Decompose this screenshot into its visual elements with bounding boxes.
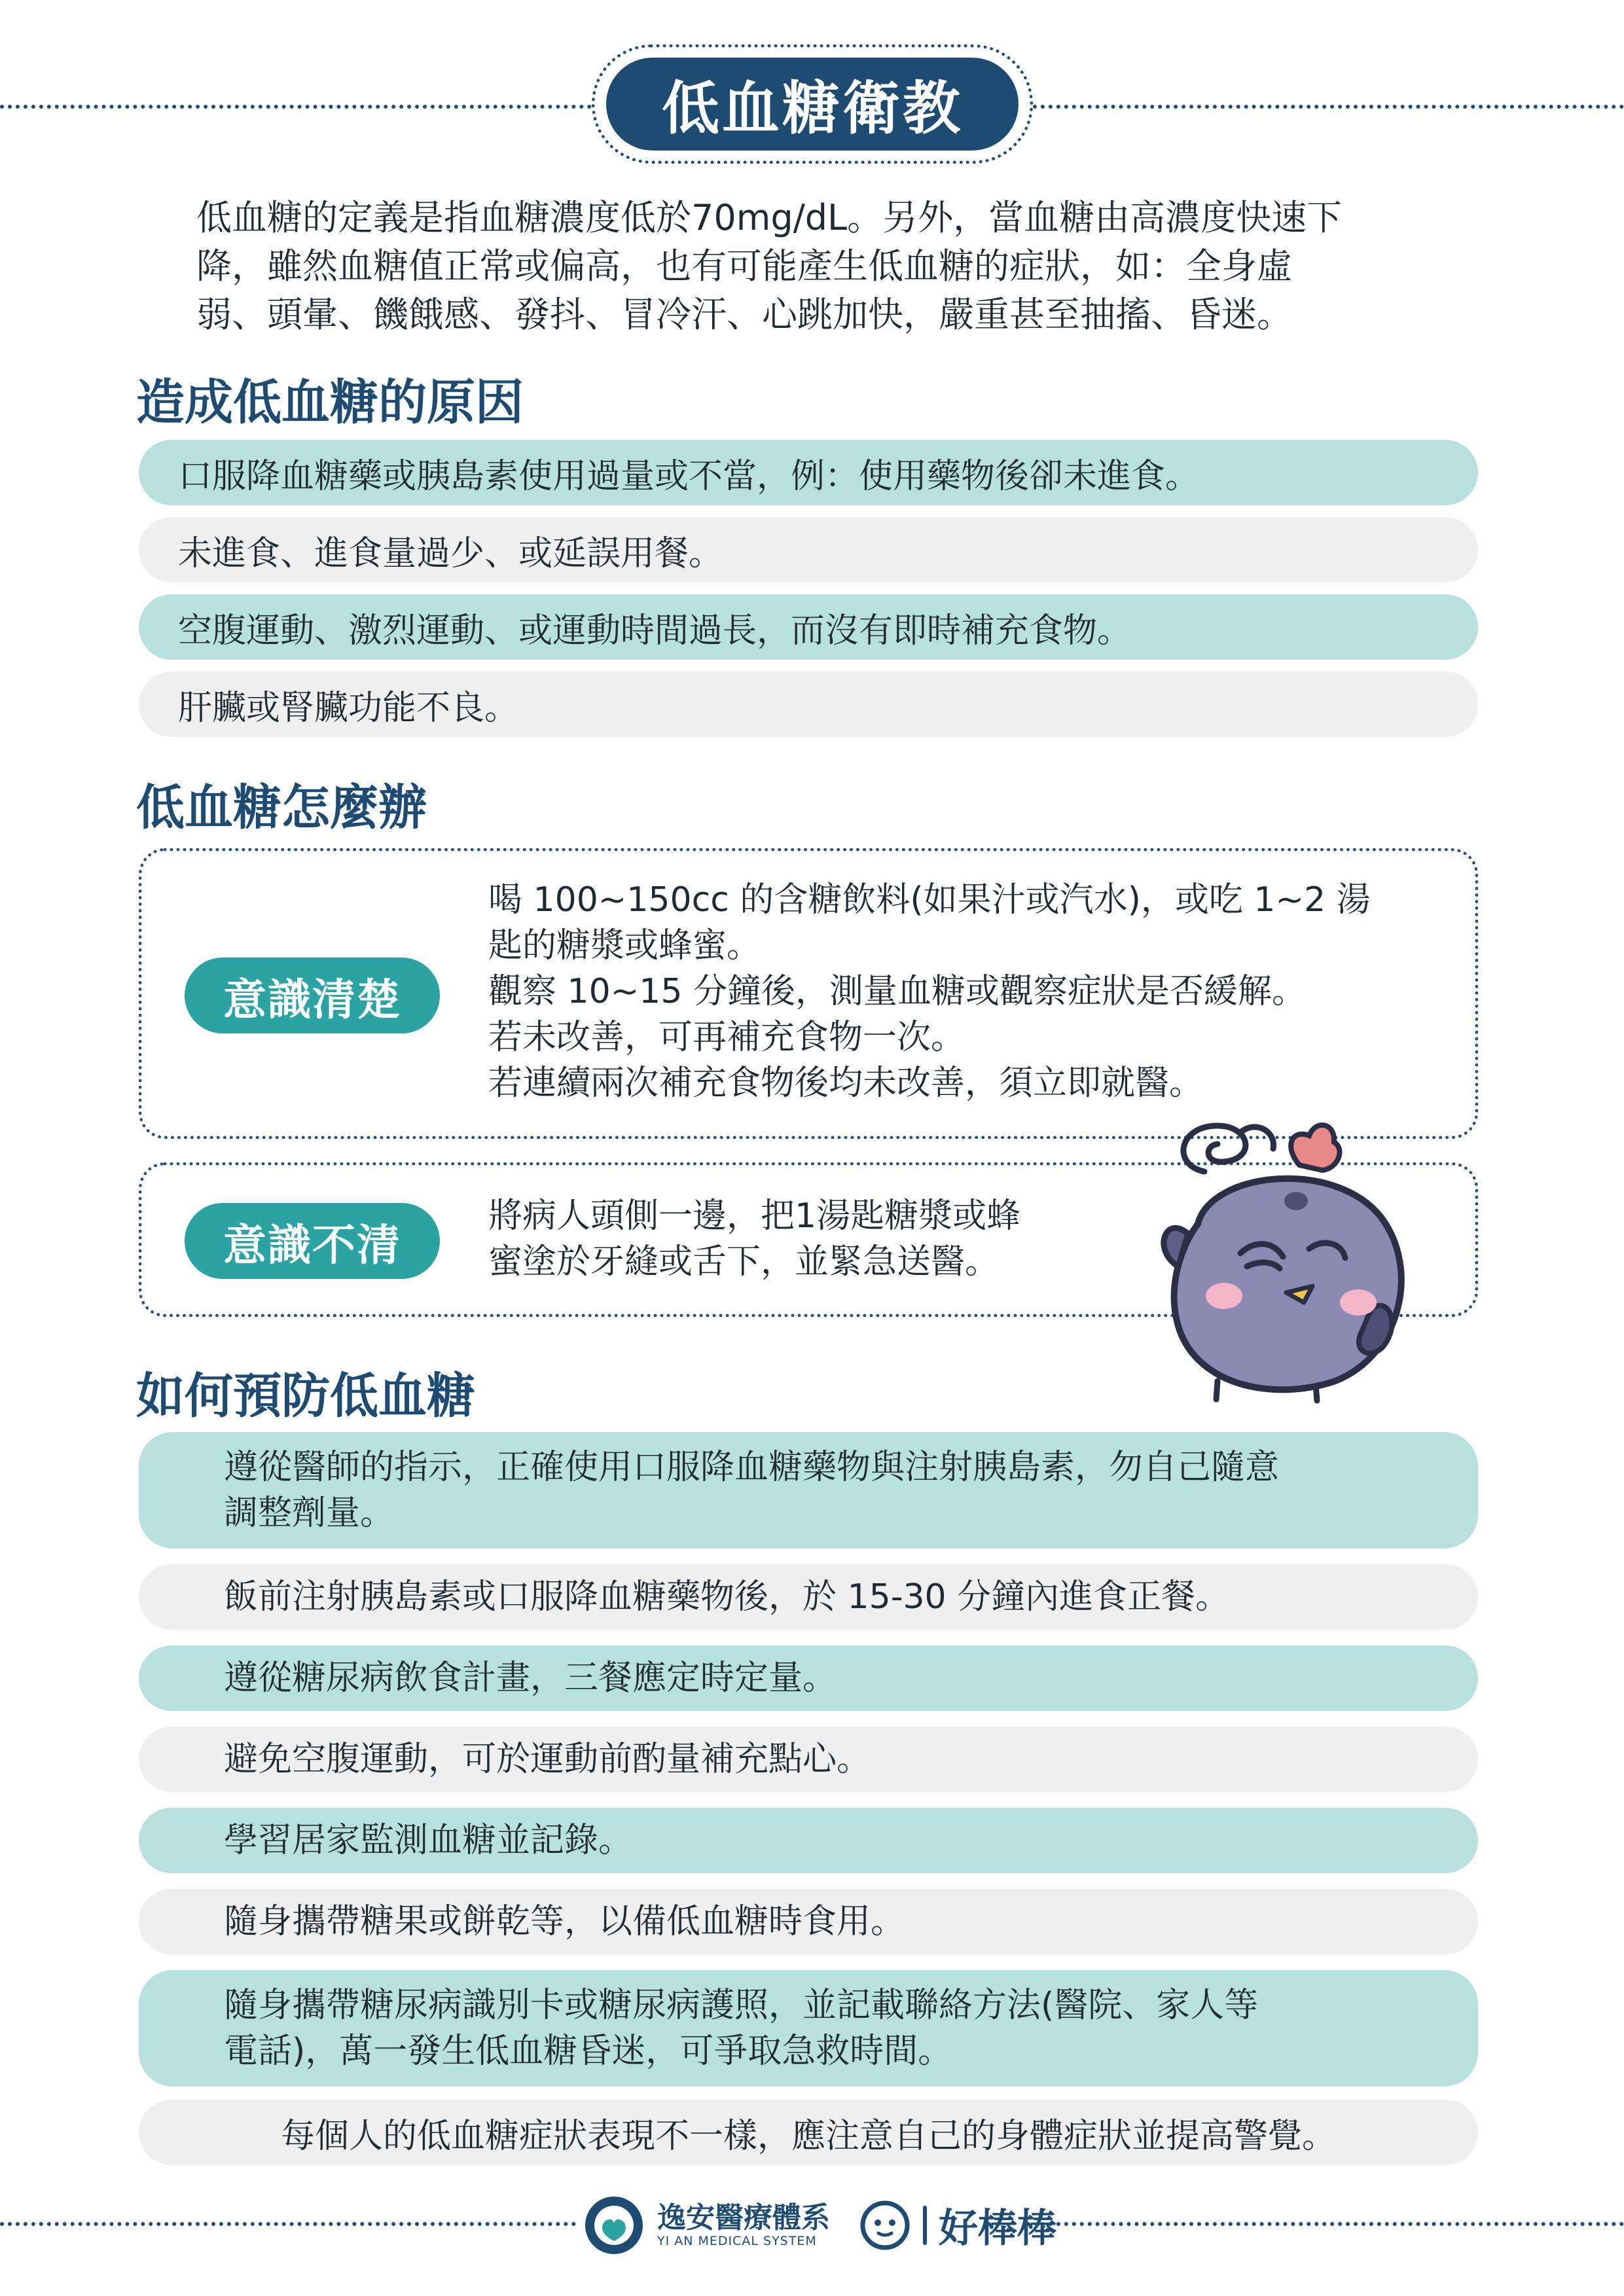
prevention-item	[139, 1727, 1478, 1792]
chick-head-patch-icon	[1284, 1192, 1308, 1210]
prevention-text: 隨身攜帶糖尿病識別卡或糖尿病護照，並記載聯絡方法(醫院、家人等	[224, 1986, 1259, 2025]
prevention-text: 避免空腹運動，可於運動前酌量補充點心。	[224, 1740, 871, 1779]
smile-face-icon	[859, 2199, 911, 2251]
cause-text: 口服降血糖藥或胰島素使用過量或不當，例：使用藥物後卻未進食。	[178, 456, 1200, 496]
footer-logos	[583, 2189, 1056, 2261]
prevention-text: 隨身攜帶糖果或餅乾等，以備低血糖時食用。	[224, 1902, 905, 1941]
cause-text: 未進食、進食量過少、或延誤用餐。	[178, 533, 723, 573]
prevention-note-text: 每個人的低血糖症狀表現不一樣，應注意自己的身體症狀並提高警覺。	[280, 2116, 1336, 2156]
prevention-text: 電話)，萬一發生低血糖昏迷，可爭取急救時間。	[224, 2032, 952, 2071]
page-title: 低血糖衛教	[606, 58, 1019, 151]
chick-cheek-icon	[1340, 1289, 1377, 1316]
prevention-item	[139, 1645, 1478, 1711]
conscious-steps	[488, 877, 1371, 1106]
cause-item	[139, 594, 1478, 660]
cause-text: 空腹運動、激烈運動、或運動時間過長，而沒有即時補充食物。	[178, 611, 1132, 651]
prevention-text: 飯前注射胰島素或口服降血糖藥物後，於 15-30 分鐘內進食正餐。	[224, 1577, 1230, 1617]
unconscious-badge: 意識不清	[185, 1203, 440, 1279]
intro-paragraph	[196, 194, 1427, 339]
unconscious-step-line: 蜜塗於牙縫或舌下，並緊急送醫。	[488, 1242, 1000, 1282]
prevention-item	[139, 1808, 1478, 1873]
intro-line: 低血糖的定義是指血糖濃度低於70mg/dL。另外，當血糖由高濃度快速下	[196, 197, 1343, 238]
cause-item	[139, 517, 1478, 583]
handling-heading: 低血糖怎麼辦	[136, 780, 427, 836]
brand-name: 好棒棒	[939, 2206, 1056, 2251]
mascot-dizzy-chick	[1126, 1093, 1427, 1407]
conscious-step-line: 匙的糖漿或蜂蜜。	[488, 926, 761, 965]
prevention-note	[139, 2100, 1478, 2165]
causes-heading: 造成低血糖的原因	[136, 374, 524, 431]
org-name-block	[657, 2202, 830, 2248]
unconscious-step-line: 將病人頭側一邊，把1湯匙糖漿或蜂	[488, 1196, 1021, 1236]
cause-text: 肝臟或腎臟功能不良。	[178, 688, 519, 728]
conscious-step-line: 觀察 10~15 分鐘後，測量血糖或觀察症狀是否緩解。	[488, 972, 1306, 1011]
conscious-badge: 意識清楚	[185, 958, 440, 1033]
prevention-text: 遵從醫師的指示，正確使用口服降血糖藥物與注射胰島素，勿自己隨意	[224, 1448, 1280, 1487]
prevention-text: 學習居家監測血糖並記錄。	[224, 1821, 633, 1860]
footer-dotted-line-right	[1041, 2222, 1624, 2226]
cause-item	[139, 440, 1478, 505]
org-name-en: YI AN MEDICAL SYSTEM	[657, 2233, 817, 2248]
prevention-text: 遵從糖尿病飲食計畫，三餐應定時定量。	[224, 1659, 837, 1698]
prevention-heading: 如何預防低血糖	[136, 1368, 475, 1424]
intro-line: 弱、頭暈、饑餓感、發抖、冒冷汗、心跳加快，嚴重甚至抽搐、昏迷。	[196, 294, 1292, 335]
header-dotted-line-left	[0, 105, 592, 109]
unconscious-steps	[488, 1193, 1020, 1285]
header-dotted-line-right	[1033, 105, 1624, 109]
brand-separator	[923, 2206, 927, 2245]
dizzy-swirl-icon	[1183, 1126, 1274, 1172]
prevention-item	[139, 1970, 1478, 2087]
prevention-item	[139, 1432, 1478, 1549]
org-name: 逸安醫療體系	[657, 2201, 830, 2235]
prevention-item	[139, 1564, 1478, 1630]
footer-dotted-line-left	[0, 2222, 576, 2226]
chick-body-icon	[1174, 1179, 1401, 1390]
yian-logo-icon	[583, 2194, 645, 2257]
conscious-step-line: 喝 100~150cc 的含糖飲料(如果汁或汽水)，或吃 1~2 湯	[488, 880, 1371, 920]
chick-crest-icon	[1291, 1125, 1339, 1170]
conscious-step-line: 若連續兩次補充食物後均未改善，須立即就醫。	[488, 1064, 1204, 1103]
cause-item	[139, 672, 1478, 737]
intro-line: 降，雖然血糖值正常或偏高，也有可能產生低血糖的症狀，如：全身虛	[196, 245, 1292, 287]
prevention-text: 調整劑量。	[224, 1494, 395, 1533]
prevention-item	[139, 1889, 1478, 1954]
conscious-step-line: 若未改善，可再補充食物一次。	[488, 1018, 965, 1057]
chick-cheek-icon	[1206, 1283, 1242, 1309]
